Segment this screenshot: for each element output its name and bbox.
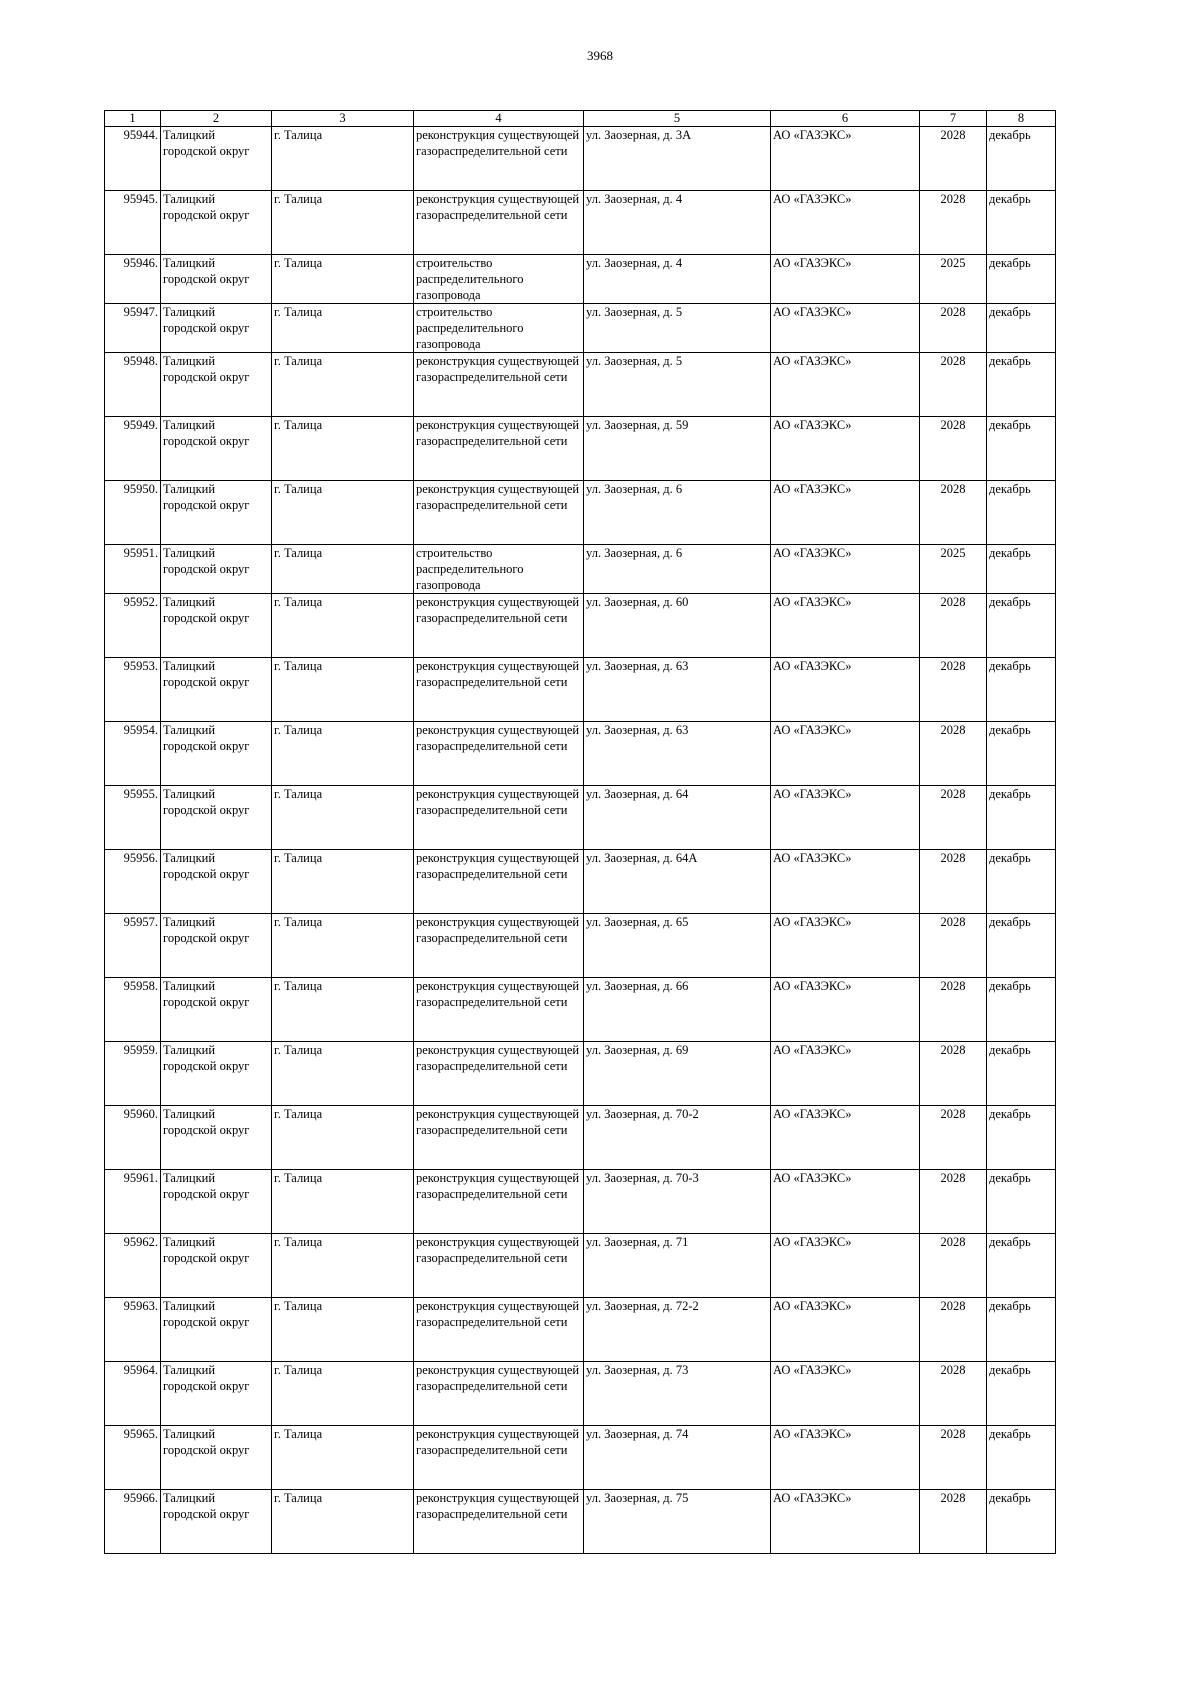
row-number-cell: 95951. [105,545,161,594]
organization-cell: АО «ГАЗЭКС» [771,417,920,481]
organization-cell: АО «ГАЗЭКС» [771,255,920,304]
organization-cell: АО «ГАЗЭКС» [771,722,920,786]
year-cell: 2028 [920,1362,987,1426]
month-cell: декабрь [987,978,1056,1042]
address-cell: ул. Заозерная, д. 5 [584,304,771,353]
address-cell: ул. Заозерная, д. 4 [584,255,771,304]
address-cell: ул. Заозерная, д. 6 [584,481,771,545]
organization-cell: АО «ГАЗЭКС» [771,594,920,658]
locality-cell: г. Талица [272,353,414,417]
column-header: 5 [584,111,771,127]
column-header: 3 [272,111,414,127]
district-cell: Талицкий городской округ [161,1042,272,1106]
work-type-cell: реконструкция существующей газораспределительной сети [414,722,584,786]
month-cell: декабрь [987,850,1056,914]
work-type-cell: реконструкция существующей газораспределительной сети [414,127,584,191]
column-header: 7 [920,111,987,127]
row-number-cell: 95952. [105,594,161,658]
year-cell: 2028 [920,353,987,417]
district-cell: Талицкий городской округ [161,850,272,914]
district-cell: Талицкий городской округ [161,1106,272,1170]
table-row [105,304,1056,353]
month-cell: декабрь [987,594,1056,658]
column-number-row [105,111,1056,127]
table-row [105,594,1056,658]
row-number-cell: 95946. [105,255,161,304]
month-cell: декабрь [987,658,1056,722]
locality-cell: г. Талица [272,191,414,255]
year-cell: 2028 [920,304,987,353]
column-header: 4 [414,111,584,127]
row-number-cell: 95955. [105,786,161,850]
address-cell: ул. Заозерная, д. 74 [584,1426,771,1490]
locality-cell: г. Талица [272,127,414,191]
table-row [105,1106,1056,1170]
organization-cell: АО «ГАЗЭКС» [771,1106,920,1170]
registry-table [104,110,1056,1554]
organization-cell: АО «ГАЗЭКС» [771,1426,920,1490]
district-cell: Талицкий городской округ [161,1234,272,1298]
organization-cell: АО «ГАЗЭКС» [771,1490,920,1554]
year-cell: 2028 [920,1106,987,1170]
address-cell: ул. Заозерная, д. 5 [584,353,771,417]
column-header: 8 [987,111,1056,127]
locality-cell: г. Талица [272,658,414,722]
month-cell: декабрь [987,481,1056,545]
row-number-cell: 95963. [105,1298,161,1362]
row-number-cell: 95950. [105,481,161,545]
table-row [105,1298,1056,1362]
organization-cell: АО «ГАЗЭКС» [771,304,920,353]
organization-cell: АО «ГАЗЭКС» [771,658,920,722]
work-type-cell: реконструкция существующей газораспределительной сети [414,1106,584,1170]
month-cell: декабрь [987,127,1056,191]
column-header: 6 [771,111,920,127]
month-cell: декабрь [987,304,1056,353]
table-row [105,545,1056,594]
row-number-cell: 95960. [105,1106,161,1170]
row-number-cell: 95953. [105,658,161,722]
month-cell: декабрь [987,786,1056,850]
year-cell: 2028 [920,127,987,191]
district-cell: Талицкий городской округ [161,481,272,545]
table-row [105,978,1056,1042]
month-cell: декабрь [987,1362,1056,1426]
locality-cell: г. Талица [272,1362,414,1426]
year-cell: 2028 [920,722,987,786]
month-cell: декабрь [987,1042,1056,1106]
year-cell: 2028 [920,1298,987,1362]
locality-cell: г. Талица [272,914,414,978]
row-number-cell: 95948. [105,353,161,417]
month-cell: декабрь [987,1234,1056,1298]
address-cell: ул. Заозерная, д. 64 [584,786,771,850]
address-cell: ул. Заозерная, д. 3А [584,127,771,191]
month-cell: декабрь [987,1426,1056,1490]
district-cell: Талицкий городской округ [161,255,272,304]
table-row [105,191,1056,255]
organization-cell: АО «ГАЗЭКС» [771,127,920,191]
district-cell: Талицкий городской округ [161,353,272,417]
work-type-cell: реконструкция существующей газораспределительной сети [414,1298,584,1362]
year-cell: 2028 [920,1234,987,1298]
locality-cell: г. Талица [272,1106,414,1170]
locality-cell: г. Талица [272,1170,414,1234]
month-cell: декабрь [987,353,1056,417]
district-cell: Талицкий городской округ [161,594,272,658]
address-cell: ул. Заозерная, д. 69 [584,1042,771,1106]
address-cell: ул. Заозерная, д. 63 [584,658,771,722]
year-cell: 2028 [920,1170,987,1234]
work-type-cell: реконструкция существующей газораспределительной сети [414,1042,584,1106]
locality-cell: г. Талица [272,545,414,594]
organization-cell: АО «ГАЗЭКС» [771,786,920,850]
row-number-cell: 95962. [105,1234,161,1298]
row-number-cell: 95966. [105,1490,161,1554]
column-header: 2 [161,111,272,127]
table-row [105,1170,1056,1234]
district-cell: Талицкий городской округ [161,1490,272,1554]
work-type-cell: реконструкция существующей газораспределительной сети [414,353,584,417]
year-cell: 2028 [920,191,987,255]
district-cell: Талицкий городской округ [161,1426,272,1490]
year-cell: 2028 [920,658,987,722]
table-row [105,481,1056,545]
locality-cell: г. Талица [272,304,414,353]
organization-cell: АО «ГАЗЭКС» [771,1234,920,1298]
address-cell: ул. Заозерная, д. 60 [584,594,771,658]
locality-cell: г. Талица [272,1234,414,1298]
address-cell: ул. Заозерная, д. 75 [584,1490,771,1554]
work-type-cell: строительство распределительного газопровода [414,304,584,353]
organization-cell: АО «ГАЗЭКС» [771,481,920,545]
address-cell: ул. Заозерная, д. 63 [584,722,771,786]
address-cell: ул. Заозерная, д. 72-2 [584,1298,771,1362]
row-number-cell: 95945. [105,191,161,255]
table-row [105,417,1056,481]
locality-cell: г. Талица [272,1490,414,1554]
work-type-cell: реконструкция существующей газораспределительной сети [414,850,584,914]
locality-cell: г. Талица [272,722,414,786]
organization-cell: АО «ГАЗЭКС» [771,850,920,914]
table-row [105,1426,1056,1490]
organization-cell: АО «ГАЗЭКС» [771,353,920,417]
year-cell: 2025 [920,255,987,304]
organization-cell: АО «ГАЗЭКС» [771,191,920,255]
organization-cell: АО «ГАЗЭКС» [771,1042,920,1106]
organization-cell: АО «ГАЗЭКС» [771,914,920,978]
organization-cell: АО «ГАЗЭКС» [771,1170,920,1234]
address-cell: ул. Заозерная, д. 71 [584,1234,771,1298]
table-row [105,658,1056,722]
organization-cell: АО «ГАЗЭКС» [771,545,920,594]
month-cell: декабрь [987,545,1056,594]
row-number-cell: 95958. [105,978,161,1042]
locality-cell: г. Талица [272,786,414,850]
table-row [105,1490,1056,1554]
address-cell: ул. Заозерная, д. 64А [584,850,771,914]
year-cell: 2028 [920,786,987,850]
address-cell: ул. Заозерная, д. 70-3 [584,1170,771,1234]
district-cell: Талицкий городской округ [161,127,272,191]
work-type-cell: реконструкция существующей газораспределительной сети [414,1234,584,1298]
work-type-cell: реконструкция существующей газораспределительной сети [414,191,584,255]
month-cell: декабрь [987,914,1056,978]
work-type-cell: реконструкция существующей газораспределительной сети [414,594,584,658]
district-cell: Талицкий городской округ [161,1298,272,1362]
table-row [105,1234,1056,1298]
month-cell: декабрь [987,1298,1056,1362]
district-cell: Талицкий городской округ [161,722,272,786]
address-cell: ул. Заозерная, д. 70-2 [584,1106,771,1170]
row-number-cell: 95965. [105,1426,161,1490]
year-cell: 2025 [920,545,987,594]
month-cell: декабрь [987,191,1056,255]
address-cell: ул. Заозерная, д. 59 [584,417,771,481]
month-cell: декабрь [987,1106,1056,1170]
locality-cell: г. Талица [272,255,414,304]
year-cell: 2028 [920,1490,987,1554]
address-cell: ул. Заозерная, д. 73 [584,1362,771,1426]
district-cell: Талицкий городской округ [161,786,272,850]
table-row [105,353,1056,417]
work-type-cell: реконструкция существующей газораспределительной сети [414,1490,584,1554]
district-cell: Талицкий городской округ [161,545,272,594]
work-type-cell: реконструкция существующей газораспределительной сети [414,481,584,545]
locality-cell: г. Талица [272,1298,414,1362]
organization-cell: АО «ГАЗЭКС» [771,1362,920,1426]
row-number-cell: 95961. [105,1170,161,1234]
locality-cell: г. Талица [272,850,414,914]
work-type-cell: строительство распределительного газопровода [414,255,584,304]
year-cell: 2028 [920,1426,987,1490]
year-cell: 2028 [920,1042,987,1106]
row-number-cell: 95954. [105,722,161,786]
table-row [105,255,1056,304]
work-type-cell: реконструкция существующей газораспределительной сети [414,1170,584,1234]
work-type-cell: реконструкция существующей газораспределительной сети [414,786,584,850]
address-cell: ул. Заозерная, д. 66 [584,978,771,1042]
row-number-cell: 95957. [105,914,161,978]
column-header: 1 [105,111,161,127]
month-cell: декабрь [987,255,1056,304]
address-cell: ул. Заозерная, д. 65 [584,914,771,978]
table-row [105,850,1056,914]
district-cell: Талицкий городской округ [161,191,272,255]
district-cell: Талицкий городской округ [161,1170,272,1234]
table-row [105,786,1056,850]
address-cell: ул. Заозерная, д. 6 [584,545,771,594]
locality-cell: г. Талица [272,1426,414,1490]
month-cell: декабрь [987,1490,1056,1554]
table-row [105,722,1056,786]
row-number-cell: 95944. [105,127,161,191]
work-type-cell: реконструкция существующей газораспределительной сети [414,1362,584,1426]
row-number-cell: 95949. [105,417,161,481]
district-cell: Талицкий городской округ [161,304,272,353]
address-cell: ул. Заозерная, д. 4 [584,191,771,255]
year-cell: 2028 [920,481,987,545]
organization-cell: АО «ГАЗЭКС» [771,1298,920,1362]
locality-cell: г. Талица [272,1042,414,1106]
district-cell: Талицкий городской округ [161,914,272,978]
year-cell: 2028 [920,978,987,1042]
month-cell: декабрь [987,1170,1056,1234]
locality-cell: г. Талица [272,978,414,1042]
district-cell: Талицкий городской округ [161,978,272,1042]
month-cell: декабрь [987,417,1056,481]
year-cell: 2028 [920,850,987,914]
row-number-cell: 95956. [105,850,161,914]
table-row [105,127,1056,191]
table-row [105,1362,1056,1426]
work-type-cell: реконструкция существующей газораспределительной сети [414,1426,584,1490]
work-type-cell: строительство распределительного газопровода [414,545,584,594]
year-cell: 2028 [920,417,987,481]
row-number-cell: 95947. [105,304,161,353]
district-cell: Талицкий городской округ [161,1362,272,1426]
locality-cell: г. Талица [272,481,414,545]
work-type-cell: реконструкция существующей газораспределительной сети [414,978,584,1042]
locality-cell: г. Талица [272,417,414,481]
work-type-cell: реконструкция существующей газораспределительной сети [414,914,584,978]
district-cell: Талицкий городской округ [161,417,272,481]
row-number-cell: 95964. [105,1362,161,1426]
organization-cell: АО «ГАЗЭКС» [771,978,920,1042]
work-type-cell: реконструкция существующей газораспределительной сети [414,417,584,481]
table-row [105,914,1056,978]
table-row [105,1042,1056,1106]
row-number-cell: 95959. [105,1042,161,1106]
locality-cell: г. Талица [272,594,414,658]
year-cell: 2028 [920,594,987,658]
table-body [105,127,1056,1554]
page-number: 3968 [587,48,613,63]
year-cell: 2028 [920,914,987,978]
district-cell: Талицкий городской округ [161,658,272,722]
month-cell: декабрь [987,722,1056,786]
work-type-cell: реконструкция существующей газораспределительной сети [414,658,584,722]
